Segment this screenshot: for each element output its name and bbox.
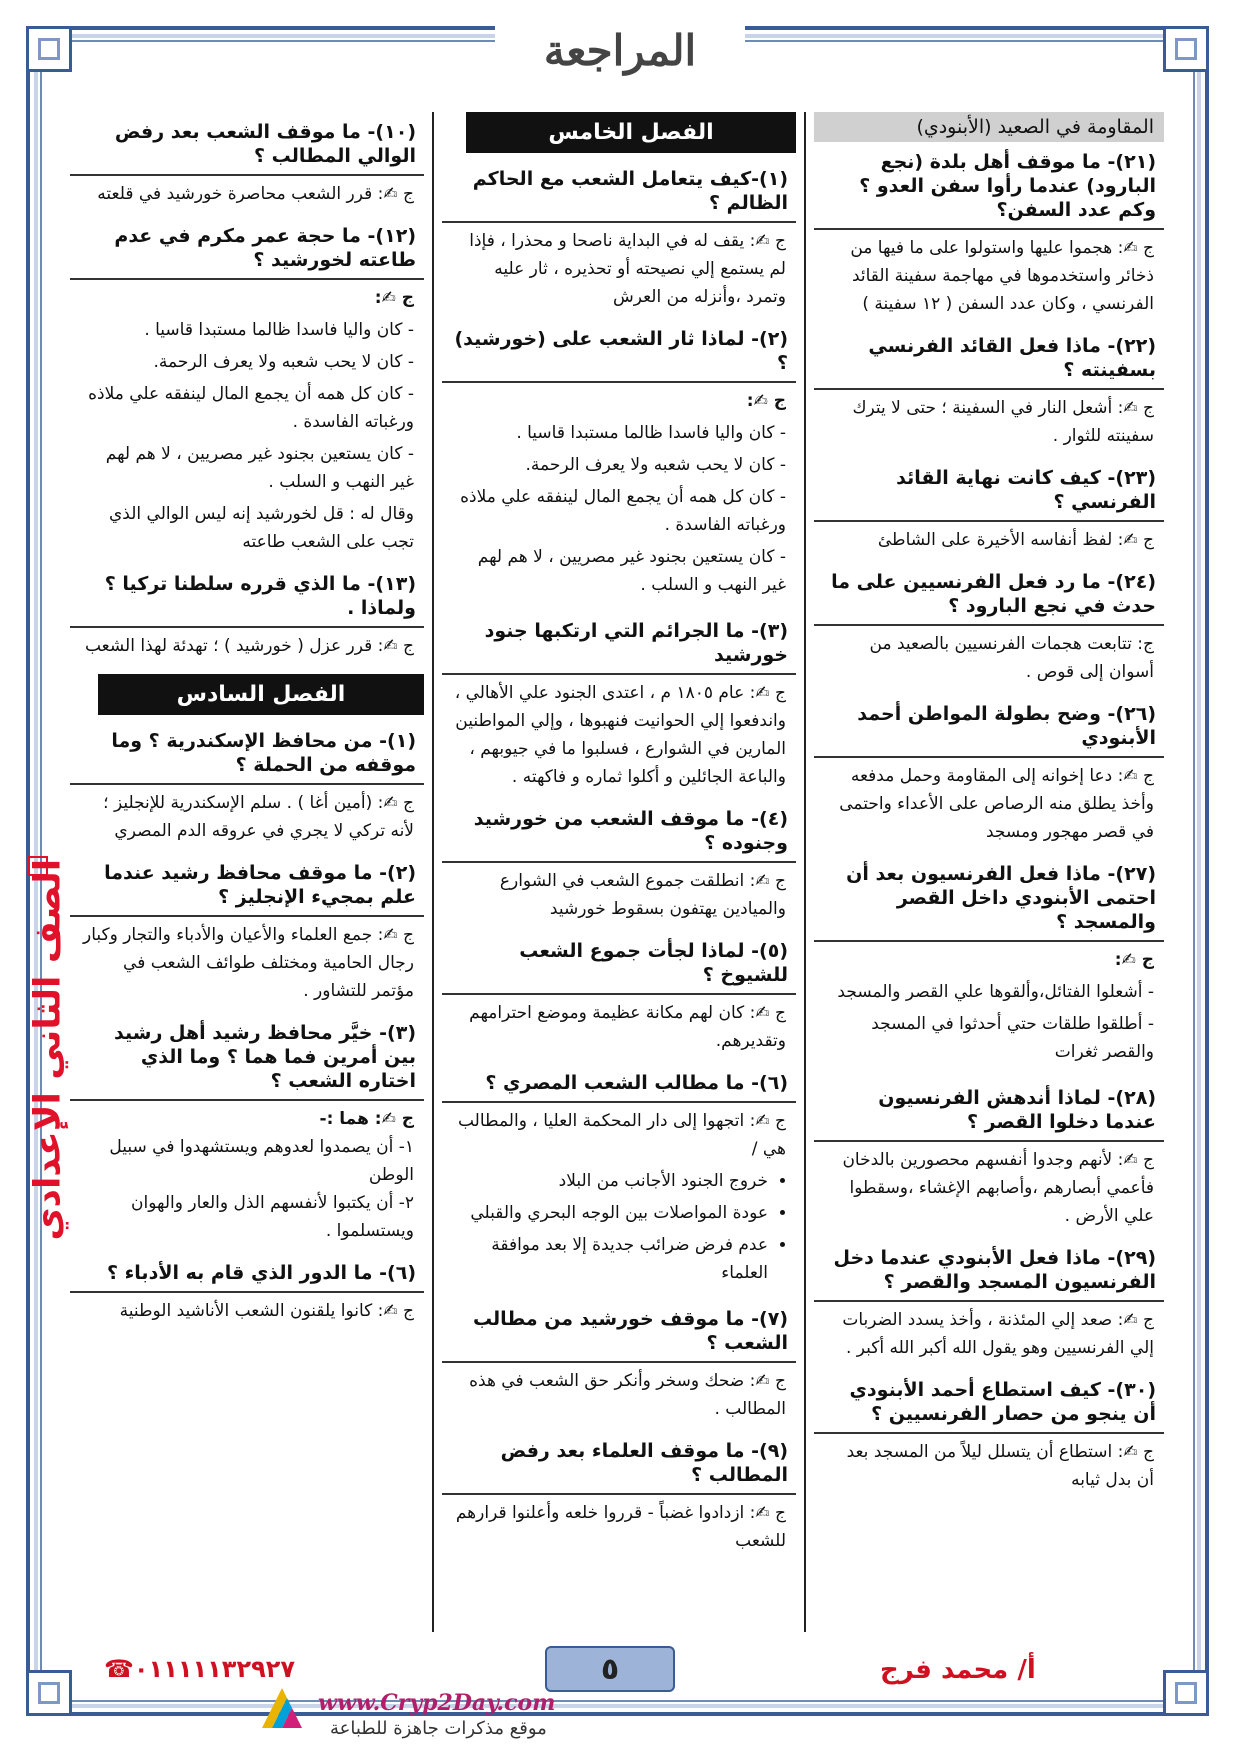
question-heading: (١)- من محافظ الإسكندرية ؟ وما موقفه من الحملة ؟ xyxy=(70,721,424,785)
question-heading: (٢)- ما موقف محافظ رشيد عندما علم بمجيء الإنجليز ؟ xyxy=(70,853,424,917)
answer-block xyxy=(442,675,796,799)
answer-block xyxy=(442,863,796,931)
page-number-badge xyxy=(545,1646,675,1692)
answer-list-item: - أشعلوا الفتائل،وألقوها علي القصر والمسجد xyxy=(824,978,1154,1006)
frame-corner-top-left xyxy=(26,26,72,72)
question-heading: (١٢)- ما حجة عمر مكرم في عدم طاعته لخورشيد ؟ xyxy=(70,216,424,280)
answer-block xyxy=(814,1302,1164,1370)
answer-text: ج: تتابعت هجمات الفرنسيين بالصعيد من أسوان إلى قوص . xyxy=(869,634,1154,682)
question-heading: (٢٦)- وضح بطولة المواطن أحمد الأبنودي xyxy=(814,694,1164,758)
answer-list xyxy=(824,978,1154,1066)
answer-text: ج ✍: لأنهم وجدوا أنفسهم محصورين بالدخان فأعمي أبصارهم ،وأصابهم الإغشاء ،وسقطوا علي الأرض . xyxy=(842,1150,1154,1226)
answer-label: ج ✍: xyxy=(746,391,786,411)
answer-block xyxy=(70,917,424,1013)
question-heading: (١)-كيف يتعامل الشعب مع الحاكم الظالم ؟ xyxy=(442,159,796,223)
question-heading: (٢٩)- ماذا فعل الأبنودي عندما دخل الفرنسيون المسجد والقصر ؟ xyxy=(814,1238,1164,1302)
answer-list-item: • عودة المواصلات بين الوجه البحري والقبلي xyxy=(452,1199,768,1227)
answer-label: ج ✍: xyxy=(1114,950,1154,970)
answer-text: ج ✍: (أمين أغا ) . سلم الإسكندرية للإنجليز ؛لأنه تركي لا يجري في عروقه الدم المصري xyxy=(103,793,414,841)
answer-text: ج ✍: اتجهوا إلى دار المحكمة العليا ، والمطالب هي / xyxy=(457,1111,786,1159)
answer-block xyxy=(814,758,1164,854)
page-title: المراجعة xyxy=(543,26,697,75)
answer-text: ج ✍: ضحك وسخر وأنكر حق الشعب في هذه المطالب . xyxy=(469,1371,786,1419)
site-tagline: موقع مذكرات جاهزة للطباعة xyxy=(330,1718,547,1739)
question-heading: (٤)- ما موقف الشعب من خورشيد وجنوده ؟ xyxy=(442,799,796,863)
answer-block xyxy=(442,383,796,611)
answer-numbered-item: ٢- أن يكتبوا لأنفسهم الذل والعار والهوان ويستسلموا . xyxy=(131,1193,414,1241)
answer-block xyxy=(70,628,424,668)
answer-text: ج ✍: هجموا عليها واستولوا على ما فيها من ذخائر واستخدموها في مهاجمة سفينة القائد الفرنسي ، وكان عدد السفن ( ١٢ سفينة ) xyxy=(850,238,1154,314)
answer-list-item: • خروج الجنود الأجانب من البلاد xyxy=(452,1167,768,1195)
answer-block xyxy=(814,1434,1164,1502)
frame-corner-bottom-left xyxy=(26,1670,72,1716)
answer-list-item: • عدم فرض ضرائب جديدة إلا بعد موافقة العلماء xyxy=(452,1231,768,1287)
answer-list xyxy=(452,1167,786,1287)
answer-list-item: - كان كل همه أن يجمع المال لينفقه علي ملاذه ورغباته الفاسدة . xyxy=(452,483,786,539)
question-heading: (٦)- ما مطالب الشعب المصري ؟ xyxy=(442,1063,796,1103)
frame-corner-bottom-right xyxy=(1163,1670,1209,1716)
answer-numbered-item: ١- أن يصمدوا لعدوهم ويستشهدوا في سبيل الوطن xyxy=(109,1137,414,1185)
answer-list-item: - كان لا يحب شعبه ولا يعرف الرحمة. xyxy=(80,348,414,376)
answer-block xyxy=(442,1103,796,1299)
frame-corner-top-right xyxy=(1163,26,1209,72)
answer-block xyxy=(814,230,1164,326)
phone-number: ☎٠١١١١١٣٢٩٢٧ xyxy=(104,1655,296,1683)
question-heading: (١٠)- ما موقف الشعب بعد رفض الوالي المطالب ؟ xyxy=(70,112,424,176)
answer-block xyxy=(814,522,1164,562)
question-heading: (١٣)- ما الذي قرره سلطنا تركيا ؟ ولماذا . xyxy=(70,564,424,628)
answer-block xyxy=(814,942,1164,1078)
answer-block xyxy=(442,223,796,319)
question-heading: (٣)- خيَّر محافظ رشيد أهل رشيد بين أمرين فما هما ؟ وما الذي اختاره الشعب ؟ xyxy=(70,1013,424,1101)
grade-label: الصف الثاني الإعدادي xyxy=(27,858,69,1241)
answer-block xyxy=(442,995,796,1063)
header xyxy=(495,18,745,82)
answer-text: ج ✍: يقف له في البداية ناصحا و محذرا ، فإذا لم يستمع إلي نصيحته أو تحذيره ، ثار عليه وتمرد ،وأنزله من العرش xyxy=(469,231,786,307)
answer-block xyxy=(442,1363,796,1431)
answer-text: ج ✍: استطاع أن يتسلل ليلاً من المسجد بعد أن بدل ثيابه xyxy=(846,1442,1154,1490)
answer-block xyxy=(814,390,1164,458)
answer-label: ج ✍: xyxy=(374,288,414,308)
answer-text: ج ✍: كان لهم مكانة عظيمة وموضع احترامهم وتقديرهم. xyxy=(469,1003,786,1051)
answer-list xyxy=(452,419,786,599)
answer-block xyxy=(70,280,424,564)
answer-text: ج ✍: انطلقت جموع الشعب في الشوارع والميادين يهتفون بسقوط خورشيد xyxy=(499,871,786,919)
author-name: أ/ محمد فرج xyxy=(880,1655,1036,1685)
answer-text: وقال له : قل لخورشيد إنه ليس الوالي الذي تجب على الشعب طاعته xyxy=(108,504,414,552)
question-heading: (٢٧)- ماذا فعل الفرنسيون بعد أن احتمى الأبنودي داخل القصر والمسجد ؟ xyxy=(814,854,1164,942)
answer-block xyxy=(70,1101,424,1253)
answer-list-item: - كان يستعين بجنود غير مصريين ، لا هم لهم غير النهب و السلب . xyxy=(80,440,414,496)
answer-list xyxy=(80,316,414,496)
question-heading: (٢)- لماذا ثار الشعب على (خورشيد) ؟ xyxy=(442,319,796,383)
site-link[interactable]: www.Cryp2Day.com xyxy=(318,1690,556,1716)
answer-block xyxy=(442,1495,796,1563)
answer-list-item: - كان واليا فاسدا ظالما مستبدا قاسيا . xyxy=(452,419,786,447)
answer-text: ج ✍: لفظ أنفاسه الأخيرة على الشاطئ xyxy=(877,530,1154,550)
column-divider xyxy=(432,112,434,1632)
answer-block xyxy=(70,1293,424,1333)
question-heading: (٥)- لماذا لجأت جموع الشعب للشيوخ ؟ xyxy=(442,931,796,995)
chapter-heading: الفصل السادس xyxy=(98,674,424,715)
question-heading: (٢٨)- لماذا أندهش الفرنسيون عندما دخلوا القصر ؟ xyxy=(814,1078,1164,1142)
answer-list-item: - كان لا يحب شعبه ولا يعرف الرحمة. xyxy=(452,451,786,479)
answer-list-item: - كان يستعين بجنود غير مصريين ، لا هم لهم غير النهب و السلب . xyxy=(452,543,786,599)
question-heading: (٣)- ما الجرائم التي ارتكبها جنود خورشيد xyxy=(442,611,796,675)
answer-text: ج ✍: قرر عزل ( خورشيد ) ؛ تهدئة لهذا الشعب xyxy=(84,636,414,656)
answer-text: ج ✍: عام ١٨٠٥ م ، اعتدى الجنود علي الأهالي ، واندفعوا إلي الحوانيت فنهبوها ، وإلي المواطنين المارين في الشوارع ، فسلبوا ما في جيوبهم ، والباعة الجائلين و أكلوا ثماره و فاكهته . xyxy=(454,683,786,787)
site-logo-icon xyxy=(262,1688,302,1728)
answer-block xyxy=(814,1142,1164,1238)
answer-text: ج ✍: دعا إخوانه إلى المقاومة وحمل مدفعه وأخذ يطلق منه الرصاص على الأعداء واحتمى في قصر مهجور ومسجد xyxy=(839,766,1154,842)
answer-list-item: - كان واليا فاسدا ظالما مستبدا قاسيا . xyxy=(80,316,414,344)
answer-text: ج ✍: أشعل النار في السفينة ؛ حتى لا يترك سفينته للثوار . xyxy=(852,398,1154,446)
answer-text: ج ✍: ازدادوا غضباً - قرروا خلعه وأعلنوا قرارهم للشعب xyxy=(455,1503,786,1551)
answer-list-item: - أطلقوا طلقات حتي أحدثوا في المسجد والقصر ثغرات xyxy=(824,1010,1154,1066)
answer-text: ج ✍: صعد إلي المئذنة ، وأخذ يسدد الضربات إلي الفرنسيين وهو يقول الله أكبر الله أكبر . xyxy=(842,1310,1154,1358)
answer-block xyxy=(70,176,424,216)
question-heading: (٧)- ما موقف خورشيد من مطالب الشعب ؟ xyxy=(442,1299,796,1363)
answer-text: ج ✍: جمع العلماء والأعيان والأدباء والتجار وكبار رجال الحامية ومختلف طوائف الشعب في مؤتمر للتشاور . xyxy=(83,925,414,1001)
question-heading: (٢١)- ما موقف أهل بلدة (نجع البارود) عندما رأوا سفن العدو ؟ وكم عدد السفن؟ xyxy=(814,142,1164,230)
column-divider xyxy=(804,112,806,1632)
question-heading: (٢٣)- كيف كانت نهاية القائد الفرنسي ؟ xyxy=(814,458,1164,522)
answer-text: ج ✍: قرر الشعب محاصرة خورشيد في قلعته xyxy=(97,184,414,204)
question-heading: (٣٠)- كيف استطاع أحمد الأبنودي أن ينجو من حصار الفرنسيين ؟ xyxy=(814,1370,1164,1434)
section-topic: المقاومة في الصعيد (الأبنودي) xyxy=(814,112,1164,142)
page-number: ٥ xyxy=(600,1652,620,1687)
question-heading: (٦)- ما الدور الذي قام به الأدباء ؟ xyxy=(70,1253,424,1293)
column-middle xyxy=(442,112,796,1563)
answer-label: ج ✍: هما :- xyxy=(319,1109,414,1129)
question-heading: (٩)- ما موقف العلماء بعد رفض المطالب ؟ xyxy=(442,1431,796,1495)
answer-list-item: - كان كل همه أن يجمع المال لينفقه علي ملاذه ورغباته الفاسدة . xyxy=(80,380,414,436)
column-left xyxy=(70,112,424,1333)
question-heading: (٢٤)- ما رد فعل الفرنسيين على ما حدث في نجع البارود ؟ xyxy=(814,562,1164,626)
chapter-heading: الفصل الخامس xyxy=(466,112,796,153)
answer-block xyxy=(814,626,1164,694)
question-heading: (٢٢)- ماذا فعل القائد الفرنسي بسفينته ؟ xyxy=(814,326,1164,390)
answer-text: ج ✍: كانوا يلقنون الشعب الأناشيد الوطنية xyxy=(119,1301,414,1321)
column-right xyxy=(814,112,1164,1502)
answer-block xyxy=(70,785,424,853)
answer-numbered-list xyxy=(80,1133,414,1245)
